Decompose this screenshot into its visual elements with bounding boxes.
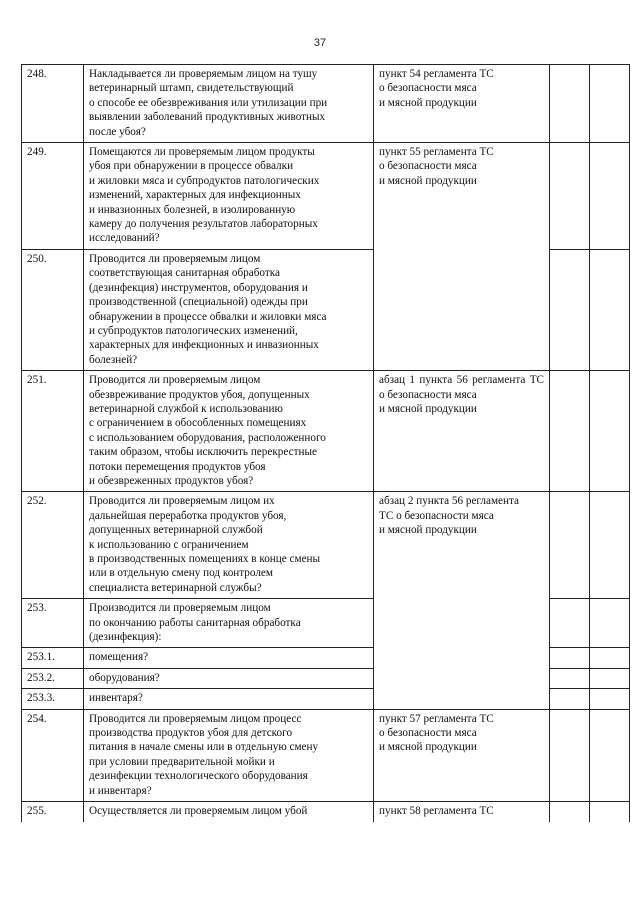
answer-cell[interactable] xyxy=(550,249,590,370)
requirement-text: помещения? xyxy=(84,648,374,668)
requirement-text: Производится ли проверяемым лицом по окончанию работы санитарная обработка (дезинфекция): xyxy=(84,599,374,648)
row-number: 251. xyxy=(22,371,84,492)
answer-cell[interactable] xyxy=(550,492,590,599)
legal-reference: пункт 57 регламента ТС о безопасности мяса и мясной продукции xyxy=(374,709,550,801)
requirement-text: Проводится ли проверяемым лицом обезвреживание продуктов убоя, допущенных ветеринарной службой к использованию с ограничением в обособленных помещениях с использованием оборудования, расположенного таким образом, чтобы исключить перекрестные потоки перемещения продуктов убоя и обезвреженных продуктов убоя? xyxy=(84,371,374,492)
note-cell[interactable] xyxy=(590,599,630,648)
legal-reference: пункт 55 регламента ТС о безопасности мяса и мясной продукции xyxy=(374,143,550,371)
page-number: 37 xyxy=(313,37,327,49)
row-number: 253.3. xyxy=(22,689,84,709)
row-number: 250. xyxy=(22,249,84,370)
note-cell[interactable] xyxy=(590,802,630,822)
row-number: 252. xyxy=(22,492,84,599)
note-cell[interactable] xyxy=(590,648,630,668)
answer-cell[interactable] xyxy=(550,371,590,492)
note-cell[interactable] xyxy=(590,709,630,801)
requirement-text: Проводится ли проверяемым лицом процесс производства продуктов убоя для детского питания в начале смены или в отдельную смену при условии предварительной мойки и дезинфекции технологического оборудования и инвентаря? xyxy=(84,709,374,801)
row-number: 253. xyxy=(22,599,84,648)
answer-cell[interactable] xyxy=(550,668,590,688)
requirement-text: Проводится ли проверяемым лицом соответствующая санитарная обработка (дезинфекция) инструментов, оборудования и производственной (специальной) одежды при обнаружении в процессе обвалки и жиловки мяса и субпродуктов патологических изменений, характерных для инфекционных и инвазионных болезней? xyxy=(84,249,374,370)
table-row xyxy=(22,371,630,492)
legal-reference: абзац 2 пункта 56 регламента ТС о безопасности мяса и мясной продукции xyxy=(374,492,550,709)
answer-cell[interactable] xyxy=(550,709,590,801)
table-row xyxy=(22,802,630,822)
note-cell[interactable] xyxy=(590,143,630,250)
requirement-text: Проводится ли проверяемым лицом их дальнейшая переработка продуктов убоя, допущенных ветеринарной службой к использованию с ограничением в производственных помещениях в конце смены или в отдельную смену под контролем специалиста ветеринарной службы? xyxy=(84,492,374,599)
row-number: 254. xyxy=(22,709,84,801)
note-cell[interactable] xyxy=(590,371,630,492)
requirement-text: инвентаря? xyxy=(84,689,374,709)
legal-reference: пункт 58 регламента ТС xyxy=(374,802,550,822)
checklist-table xyxy=(21,64,630,822)
table-row xyxy=(22,492,630,599)
requirement-text: Помещаются ли проверяемым лицом продукты убоя при обнаружении в процессе обвалки и жиловки мяса и субпродуктов патологических изменений, характерных для инфекционных и инвазионных болезней, в изолированную камеру до получения результатов лабораторных исследований? xyxy=(84,143,374,250)
row-number: 253.2. xyxy=(22,668,84,688)
row-number: 253.1. xyxy=(22,648,84,668)
row-number: 255. xyxy=(22,802,84,822)
note-cell[interactable] xyxy=(590,668,630,688)
table-row xyxy=(22,65,630,143)
note-cell[interactable] xyxy=(590,492,630,599)
row-number: 248. xyxy=(22,65,84,143)
note-cell[interactable] xyxy=(590,689,630,709)
answer-cell[interactable] xyxy=(550,143,590,250)
table-row xyxy=(22,709,630,801)
row-number: 249. xyxy=(22,143,84,250)
answer-cell[interactable] xyxy=(550,648,590,668)
legal-reference: абзац 1 пункта 56 регламента ТС о безопасности мяса и мясной продукции xyxy=(374,371,550,492)
requirement-text: оборудования? xyxy=(84,668,374,688)
answer-cell[interactable] xyxy=(550,599,590,648)
answer-cell[interactable] xyxy=(550,802,590,822)
note-cell[interactable] xyxy=(590,65,630,143)
table-row xyxy=(22,143,630,250)
requirement-text: Осуществляется ли проверяемым лицом убой xyxy=(84,802,374,822)
note-cell[interactable] xyxy=(590,249,630,370)
answer-cell[interactable] xyxy=(550,689,590,709)
answer-cell[interactable] xyxy=(550,65,590,143)
requirement-text: Накладывается ли проверяемым лицом на тушу ветеринарный штамп, свидетельствующий о способе ее обезвреживания или утилизации при выявлении заболеваний продуктивных животных после убоя? xyxy=(84,65,374,143)
legal-reference: пункт 54 регламента ТС о безопасности мяса и мясной продукции xyxy=(374,65,550,143)
